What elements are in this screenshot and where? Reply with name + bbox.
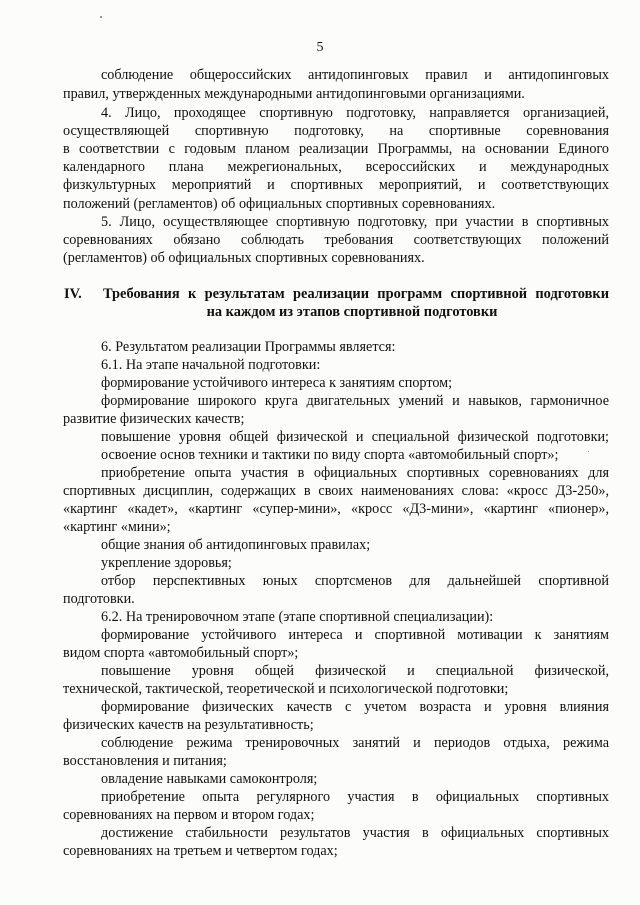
text-line: в соответствии с годовым планом реализации Программы, на основании Единого [63, 141, 609, 157]
scan-speck [588, 451, 589, 452]
text-line: 6.1. На этапе начальной подготовки: [101, 357, 321, 373]
text-line: соревнованиях на первом и втором годах; [63, 807, 315, 823]
text-line: 6. Результатом реализации Программы является: [101, 339, 396, 355]
text-line: формирование устойчивого интереса к занятиям спортом; [101, 375, 453, 391]
text-line: правил, утвержденных международными антидопинговыми организациями. [63, 86, 525, 102]
text-line: общие знания об антидопинговых правилах; [101, 537, 371, 553]
section-number: IV. [64, 286, 82, 302]
text-line: отбор перспективных юных спортсменов для дальнейшей спортивной [101, 573, 609, 589]
text-line: соблюдение режима тренировочных занятий и периодов отдыха, режима [101, 735, 609, 751]
text-line: (регламентов) об официальных спортивных соревнованиях. [63, 250, 425, 266]
text-line: подготовки. [63, 591, 135, 607]
text-line: 5. Лицо, осуществляющее спортивную подготовку, при участии в спортивных [101, 214, 609, 230]
page-number: 5 [316, 40, 324, 55]
text-line: соревнованиях обязано соблюдать требования соответствующих положений [63, 232, 609, 248]
text-line: достижение стабильности результатов участия в официальных спортивных [101, 825, 609, 841]
section-title-line: на каждом из этапов спортивной подготовки [206, 304, 498, 320]
text-line: соревнованиях на третьем и четвертом годах; [63, 843, 338, 859]
text-line: «картинг «кадет», «картинг «супер-мини», «кросс «Д3-мини», «картинг «пионер», [63, 501, 609, 517]
section-title-line: Требования к результатам реализации программ спортивной подготовки [103, 286, 609, 302]
text-line: формирование широкого круга двигательных умений и навыков, гармоничное [101, 393, 609, 409]
text-line: технической, тактической, теоретической и психологической подготовки; [63, 681, 509, 697]
text-line: «картинг «мини»; [63, 519, 171, 535]
text-line: календарного плана межрегиональных, всероссийских и международных [63, 159, 609, 175]
text-line: развитие физических качеств; [63, 411, 245, 427]
text-line: освоение основ техники и тактики по виду спорта «автомобильный спорт»; [101, 447, 559, 463]
text-line: физкультурных мероприятий и спортивных мероприятий, и соответствующих [63, 177, 609, 193]
text-line: формирование устойчивого интереса и спортивной мотивации к занятиям [101, 627, 609, 643]
text-line: положений (регламентов) об официальных спортивных соревнованиях. [63, 196, 496, 212]
text-line: укрепление здоровья; [101, 555, 232, 571]
text-line: приобретение опыта регулярного участия в официальных спортивных [101, 789, 609, 805]
text-line: повышение уровня общей физической и специальной физической подготовки; [101, 429, 609, 445]
text-line: осуществляющей спортивную подготовку, на спортивные соревнования [63, 123, 609, 139]
text-line: соблюдение общероссийских антидопинговых правил и антидопинговых [101, 67, 609, 83]
text-line: видом спорта «автомобильный спорт»; [63, 645, 299, 661]
scan-speck [100, 16, 102, 18]
text-line: физических качеств на результативность; [63, 717, 314, 733]
text-line: повышение уровня общей физической и специальной физической, [101, 663, 609, 679]
text-line: спортивных дисциплин, содержащих в своих наименованиях слова: «кросс Д3-250», [63, 483, 609, 499]
text-line: приобретение опыта участия в официальных спортивных соревнованиях для [101, 465, 609, 481]
text-line: формирование физических качеств с учетом возраста и уровня влияния [101, 699, 609, 715]
text-line: овладение навыками самоконтроля; [101, 771, 318, 787]
text-line: 4. Лицо, проходящее спортивную подготовку, направляется организацией, [101, 105, 609, 121]
text-line: 6.2. На тренировочном этапе (этапе спортивной специализации): [101, 609, 494, 625]
text-line: восстановления и питания; [63, 753, 227, 769]
